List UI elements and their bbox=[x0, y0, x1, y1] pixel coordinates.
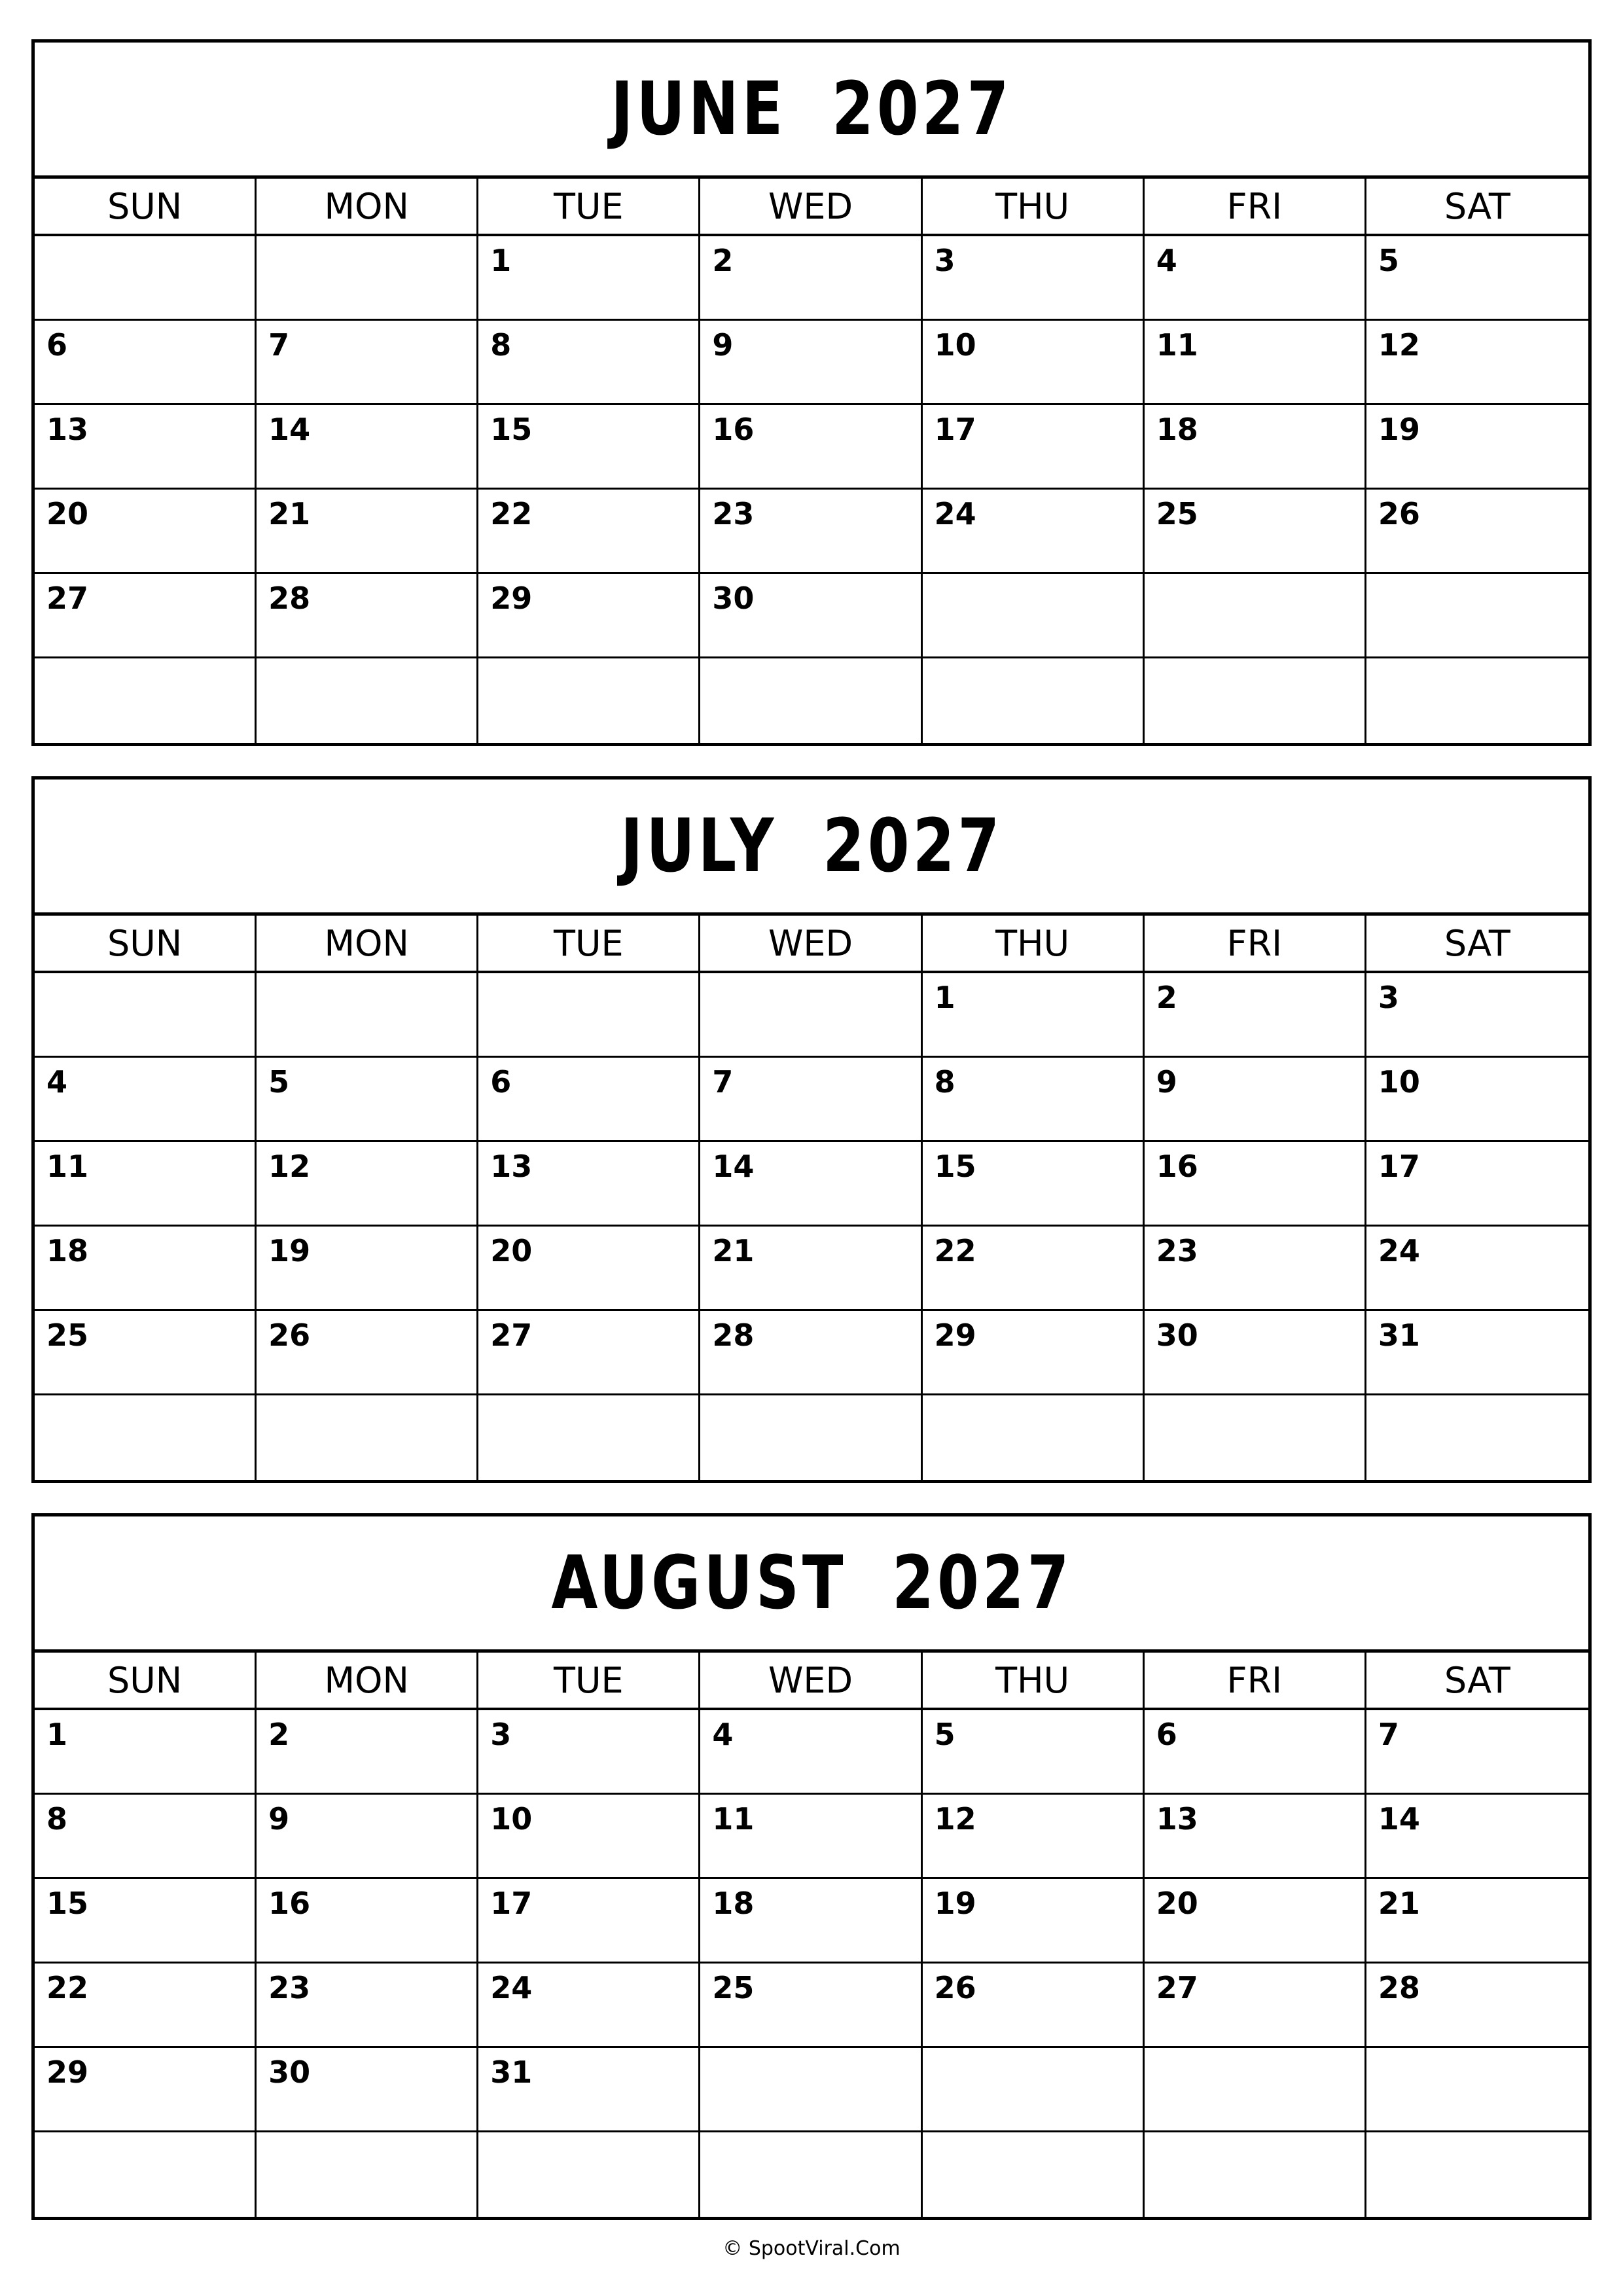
week-row bbox=[35, 1795, 1588, 1879]
day-cell bbox=[700, 1964, 922, 2046]
day-number: 20 bbox=[46, 496, 89, 531]
day-number: 30 bbox=[268, 2054, 311, 2090]
day-number: 24 bbox=[490, 1970, 533, 2005]
week-row bbox=[35, 1058, 1588, 1142]
day-number: 3 bbox=[934, 243, 955, 278]
day-cell bbox=[700, 1227, 922, 1309]
week-row bbox=[35, 1311, 1588, 1395]
day-cell bbox=[478, 1795, 700, 1877]
day-number: 19 bbox=[268, 1233, 311, 1268]
day-number: 17 bbox=[1378, 1149, 1420, 1184]
day-cell bbox=[923, 1879, 1145, 1962]
day-number: 2 bbox=[268, 1717, 290, 1752]
day-cell bbox=[1366, 2132, 1588, 2217]
day-number: 27 bbox=[1156, 1970, 1198, 2005]
day-cell bbox=[700, 1142, 922, 1225]
day-number: 11 bbox=[1156, 327, 1198, 363]
day-cell bbox=[923, 1795, 1145, 1877]
day-cell bbox=[478, 405, 700, 488]
day-number: 18 bbox=[712, 1886, 755, 1921]
day-cell bbox=[1145, 1795, 1366, 1877]
month-header bbox=[35, 43, 1588, 179]
day-cell bbox=[1145, 1395, 1366, 1480]
day-cell bbox=[700, 973, 922, 1056]
day-cell bbox=[1366, 1142, 1588, 1225]
week-row bbox=[35, 490, 1588, 574]
day-cell bbox=[257, 490, 478, 572]
day-cell bbox=[478, 2048, 700, 2130]
day-number: 16 bbox=[712, 412, 755, 447]
day-cell bbox=[1366, 1058, 1588, 1140]
day-cell bbox=[1145, 321, 1366, 403]
day-cell bbox=[35, 405, 257, 488]
day-cell bbox=[700, 1395, 922, 1480]
day-number: 26 bbox=[268, 1318, 311, 1353]
day-number: 13 bbox=[46, 412, 89, 447]
day-number: 31 bbox=[490, 2054, 533, 2090]
day-cell bbox=[1366, 2048, 1588, 2130]
week-row bbox=[35, 1142, 1588, 1227]
day-cell bbox=[1145, 1227, 1366, 1309]
day-cell bbox=[478, 1879, 700, 1962]
day-number: 21 bbox=[268, 496, 311, 531]
day-cell bbox=[478, 574, 700, 656]
day-number: 7 bbox=[268, 327, 290, 363]
day-cell bbox=[923, 1142, 1145, 1225]
day-number: 26 bbox=[934, 1970, 976, 2005]
day-cell bbox=[923, 973, 1145, 1056]
weekday-label: THU bbox=[923, 916, 1145, 971]
day-cell bbox=[257, 1964, 478, 2046]
day-cell bbox=[35, 1964, 257, 2046]
day-cell bbox=[257, 1710, 478, 1793]
day-cell bbox=[1366, 1710, 1588, 1793]
day-number: 2 bbox=[1156, 980, 1177, 1015]
day-cell bbox=[35, 973, 257, 1056]
day-cell bbox=[35, 1227, 257, 1309]
day-cell bbox=[35, 574, 257, 656]
day-number: 3 bbox=[1378, 980, 1399, 1015]
day-number: 5 bbox=[1378, 243, 1399, 278]
day-cell bbox=[1145, 1058, 1366, 1140]
weekday-label: SUN bbox=[35, 1653, 257, 1708]
day-number: 29 bbox=[934, 1318, 976, 1353]
week-row bbox=[35, 321, 1588, 405]
week-row bbox=[35, 1227, 1588, 1311]
day-cell bbox=[478, 1311, 700, 1393]
day-number: 21 bbox=[712, 1233, 755, 1268]
day-number: 5 bbox=[268, 1064, 290, 1100]
day-cell bbox=[478, 1058, 700, 1140]
day-cell bbox=[923, 2048, 1145, 2130]
week-row bbox=[35, 973, 1588, 1058]
day-cell bbox=[1145, 1879, 1366, 1962]
day-number: 17 bbox=[934, 412, 976, 447]
day-cell bbox=[700, 2048, 922, 2130]
day-cell bbox=[35, 1879, 257, 1962]
day-number: 9 bbox=[268, 1801, 290, 1837]
day-cell bbox=[35, 1710, 257, 1793]
day-cell bbox=[257, 1311, 478, 1393]
weekday-label: MON bbox=[257, 916, 478, 971]
day-cell bbox=[478, 236, 700, 319]
weekday-label: SAT bbox=[1444, 1659, 1510, 1701]
day-cell bbox=[923, 490, 1145, 572]
day-cell bbox=[35, 1795, 257, 1877]
day-number: 11 bbox=[712, 1801, 755, 1837]
day-number: 22 bbox=[46, 1970, 89, 2005]
day-cell bbox=[35, 658, 257, 743]
weekday-label: THU bbox=[923, 179, 1145, 234]
day-cell bbox=[923, 236, 1145, 319]
day-cell bbox=[923, 1964, 1145, 2046]
day-cell bbox=[257, 973, 478, 1056]
day-cell bbox=[1366, 490, 1588, 572]
day-cell bbox=[1366, 405, 1588, 488]
day-cell bbox=[1366, 1395, 1588, 1480]
day-cell bbox=[257, 574, 478, 656]
day-cell bbox=[700, 1795, 922, 1877]
day-cell bbox=[478, 973, 700, 1056]
day-cell bbox=[478, 1710, 700, 1793]
day-number: 25 bbox=[46, 1318, 89, 1353]
footer-credit: © SpootViral.Com bbox=[722, 2237, 901, 2260]
day-cell bbox=[257, 2048, 478, 2130]
day-number: 18 bbox=[1156, 412, 1198, 447]
day-cell bbox=[257, 236, 478, 319]
day-cell bbox=[923, 1058, 1145, 1140]
day-cell bbox=[35, 1311, 257, 1393]
weekday-label: TUE bbox=[478, 179, 700, 234]
day-cell bbox=[35, 321, 257, 403]
day-cell bbox=[257, 1879, 478, 1962]
day-cell bbox=[35, 1142, 257, 1225]
month-header bbox=[35, 1516, 1588, 1653]
day-cell bbox=[1145, 2132, 1366, 2217]
day-number: 25 bbox=[712, 1970, 755, 2005]
day-cell bbox=[923, 574, 1145, 656]
day-number: 8 bbox=[934, 1064, 955, 1100]
day-cell bbox=[478, 658, 700, 743]
day-number: 19 bbox=[1378, 412, 1420, 447]
day-cell bbox=[35, 1395, 257, 1480]
day-cell bbox=[257, 321, 478, 403]
day-cell bbox=[478, 321, 700, 403]
day-number: 15 bbox=[490, 412, 533, 447]
day-cell bbox=[1145, 1710, 1366, 1793]
day-number: 27 bbox=[46, 581, 89, 616]
day-number: 10 bbox=[1378, 1064, 1420, 1100]
day-number: 14 bbox=[1378, 1801, 1420, 1837]
day-number: 9 bbox=[712, 327, 734, 363]
day-number: 17 bbox=[490, 1886, 533, 1921]
day-cell bbox=[700, 1311, 922, 1393]
day-cell bbox=[700, 658, 922, 743]
day-cell bbox=[923, 1395, 1145, 1480]
day-cell bbox=[1366, 321, 1588, 403]
day-cell bbox=[1145, 490, 1366, 572]
day-number: 8 bbox=[46, 1801, 68, 1837]
day-number: 29 bbox=[490, 581, 533, 616]
day-cell bbox=[257, 658, 478, 743]
week-row bbox=[35, 1710, 1588, 1795]
day-number: 23 bbox=[268, 1970, 311, 2005]
weekday-label: FRI bbox=[1145, 916, 1366, 971]
month-title: JULY 2027 bbox=[620, 803, 1003, 889]
day-number: 1 bbox=[490, 243, 512, 278]
day-cell bbox=[35, 2048, 257, 2130]
day-cell bbox=[478, 490, 700, 572]
day-cell bbox=[700, 405, 922, 488]
day-number: 11 bbox=[46, 1149, 89, 1184]
day-number: 20 bbox=[490, 1233, 533, 1268]
month-title: JUNE 2027 bbox=[611, 66, 1012, 152]
week-row bbox=[35, 1879, 1588, 1964]
month-calendar-june bbox=[31, 39, 1592, 746]
day-cell bbox=[1366, 1879, 1588, 1962]
day-cell bbox=[1145, 1311, 1366, 1393]
week-row bbox=[35, 236, 1588, 321]
weekday-label: WED bbox=[700, 179, 922, 234]
weekday-label: MON bbox=[257, 1653, 478, 1708]
day-cell bbox=[257, 405, 478, 488]
day-number: 1 bbox=[46, 1717, 68, 1752]
day-number: 9 bbox=[1156, 1064, 1177, 1100]
week-row bbox=[35, 1964, 1588, 2048]
day-cell bbox=[478, 2132, 700, 2217]
day-number: 12 bbox=[1378, 327, 1420, 363]
weekday-label: SAT bbox=[1444, 185, 1510, 227]
day-cell bbox=[35, 1058, 257, 1140]
day-cell bbox=[700, 574, 922, 656]
day-number: 24 bbox=[1378, 1233, 1420, 1268]
day-number: 4 bbox=[712, 1717, 734, 1752]
day-cell bbox=[923, 1227, 1145, 1309]
day-cell bbox=[923, 1311, 1145, 1393]
day-cell bbox=[257, 1395, 478, 1480]
day-cell bbox=[700, 1058, 922, 1140]
month-title: AUGUST 2027 bbox=[550, 1540, 1073, 1626]
day-cell bbox=[1145, 1142, 1366, 1225]
day-number: 19 bbox=[934, 1886, 976, 1921]
day-cell bbox=[1145, 2048, 1366, 2130]
day-number: 14 bbox=[712, 1149, 755, 1184]
day-number: 22 bbox=[490, 496, 533, 531]
day-number: 21 bbox=[1378, 1886, 1420, 1921]
day-cell bbox=[1145, 574, 1366, 656]
day-number: 13 bbox=[1156, 1801, 1198, 1837]
day-cell bbox=[257, 2132, 478, 2217]
day-number: 20 bbox=[1156, 1886, 1198, 1921]
day-cell bbox=[923, 405, 1145, 488]
day-number: 6 bbox=[46, 327, 68, 363]
weekday-label: FRI bbox=[1145, 179, 1366, 234]
day-cell bbox=[35, 2132, 257, 2217]
day-number: 7 bbox=[712, 1064, 734, 1100]
day-cell bbox=[1366, 574, 1588, 656]
weekday-label: MON bbox=[257, 179, 478, 234]
week-row bbox=[35, 2048, 1588, 2132]
day-cell bbox=[700, 321, 922, 403]
day-cell bbox=[1145, 973, 1366, 1056]
day-number: 26 bbox=[1378, 496, 1420, 531]
day-cell bbox=[1366, 1795, 1588, 1877]
day-cell bbox=[700, 2132, 922, 2217]
day-number: 15 bbox=[934, 1149, 976, 1184]
day-cell bbox=[1366, 1311, 1588, 1393]
day-cell bbox=[700, 236, 922, 319]
day-cell bbox=[1145, 405, 1366, 488]
month-header bbox=[35, 780, 1588, 916]
day-number: 28 bbox=[1378, 1970, 1420, 2005]
day-number: 3 bbox=[490, 1717, 512, 1752]
week-row bbox=[35, 1395, 1588, 1480]
day-number: 30 bbox=[712, 581, 755, 616]
day-number: 30 bbox=[1156, 1318, 1198, 1353]
weekday-label: FRI bbox=[1145, 1653, 1366, 1708]
weekday-header-row bbox=[35, 1653, 1588, 1710]
week-row bbox=[35, 2132, 1588, 2217]
day-cell bbox=[923, 658, 1145, 743]
weekday-label: WED bbox=[700, 916, 922, 971]
day-cell bbox=[257, 1142, 478, 1225]
month-calendar-july bbox=[31, 776, 1592, 1483]
week-row bbox=[35, 574, 1588, 658]
day-number: 1 bbox=[934, 980, 955, 1015]
month-calendar-august bbox=[31, 1513, 1592, 2220]
day-cell bbox=[1366, 973, 1588, 1056]
weekday-header-row bbox=[35, 916, 1588, 973]
weekday-label: TUE bbox=[478, 916, 700, 971]
day-cell bbox=[700, 1710, 922, 1793]
day-number: 6 bbox=[490, 1064, 512, 1100]
day-number: 29 bbox=[46, 2054, 89, 2090]
weekday-label: WED bbox=[700, 1653, 922, 1708]
day-cell bbox=[257, 1227, 478, 1309]
day-number: 14 bbox=[268, 412, 311, 447]
day-number: 31 bbox=[1378, 1318, 1420, 1353]
day-number: 24 bbox=[934, 496, 976, 531]
day-number: 8 bbox=[490, 327, 512, 363]
day-number: 25 bbox=[1156, 496, 1198, 531]
day-number: 4 bbox=[46, 1064, 68, 1100]
day-number: 28 bbox=[268, 581, 311, 616]
day-number: 23 bbox=[1156, 1233, 1198, 1268]
weekday-label: TUE bbox=[478, 1653, 700, 1708]
day-cell bbox=[923, 1710, 1145, 1793]
day-number: 2 bbox=[712, 243, 734, 278]
day-number: 4 bbox=[1156, 243, 1177, 278]
day-number: 18 bbox=[46, 1233, 89, 1268]
day-number: 12 bbox=[268, 1149, 311, 1184]
day-cell bbox=[478, 1142, 700, 1225]
day-number: 27 bbox=[490, 1318, 533, 1353]
day-cell bbox=[1145, 658, 1366, 743]
day-cell bbox=[35, 490, 257, 572]
day-cell bbox=[1145, 236, 1366, 319]
day-number: 13 bbox=[490, 1149, 533, 1184]
day-number: 15 bbox=[46, 1886, 89, 1921]
day-cell bbox=[700, 1879, 922, 1962]
weekday-label: SAT bbox=[1444, 922, 1510, 964]
day-number: 5 bbox=[934, 1717, 955, 1752]
day-cell bbox=[257, 1795, 478, 1877]
day-number: 16 bbox=[1156, 1149, 1198, 1184]
day-number: 28 bbox=[712, 1318, 755, 1353]
day-cell bbox=[1366, 1964, 1588, 2046]
day-number: 10 bbox=[934, 327, 976, 363]
day-number: 10 bbox=[490, 1801, 533, 1837]
day-number: 23 bbox=[712, 496, 755, 531]
day-number: 22 bbox=[934, 1233, 976, 1268]
day-number: 16 bbox=[268, 1886, 311, 1921]
day-cell bbox=[478, 1395, 700, 1480]
day-cell bbox=[923, 2132, 1145, 2217]
day-number: 6 bbox=[1156, 1717, 1177, 1752]
day-number: 12 bbox=[934, 1801, 976, 1837]
day-cell bbox=[1366, 658, 1588, 743]
day-number: 7 bbox=[1378, 1717, 1399, 1752]
day-cell bbox=[700, 490, 922, 572]
day-cell bbox=[478, 1227, 700, 1309]
day-cell bbox=[1366, 236, 1588, 319]
day-cell bbox=[1366, 1227, 1588, 1309]
day-cell bbox=[257, 1058, 478, 1140]
weekday-label: SUN bbox=[35, 916, 257, 971]
day-cell bbox=[1145, 1964, 1366, 2046]
weekday-label: THU bbox=[923, 1653, 1145, 1708]
weekday-label: SUN bbox=[35, 179, 257, 234]
week-row bbox=[35, 658, 1588, 743]
weekday-header-row bbox=[35, 179, 1588, 236]
day-cell bbox=[478, 1964, 700, 2046]
week-row bbox=[35, 405, 1588, 490]
day-cell bbox=[35, 236, 257, 319]
day-cell bbox=[923, 321, 1145, 403]
